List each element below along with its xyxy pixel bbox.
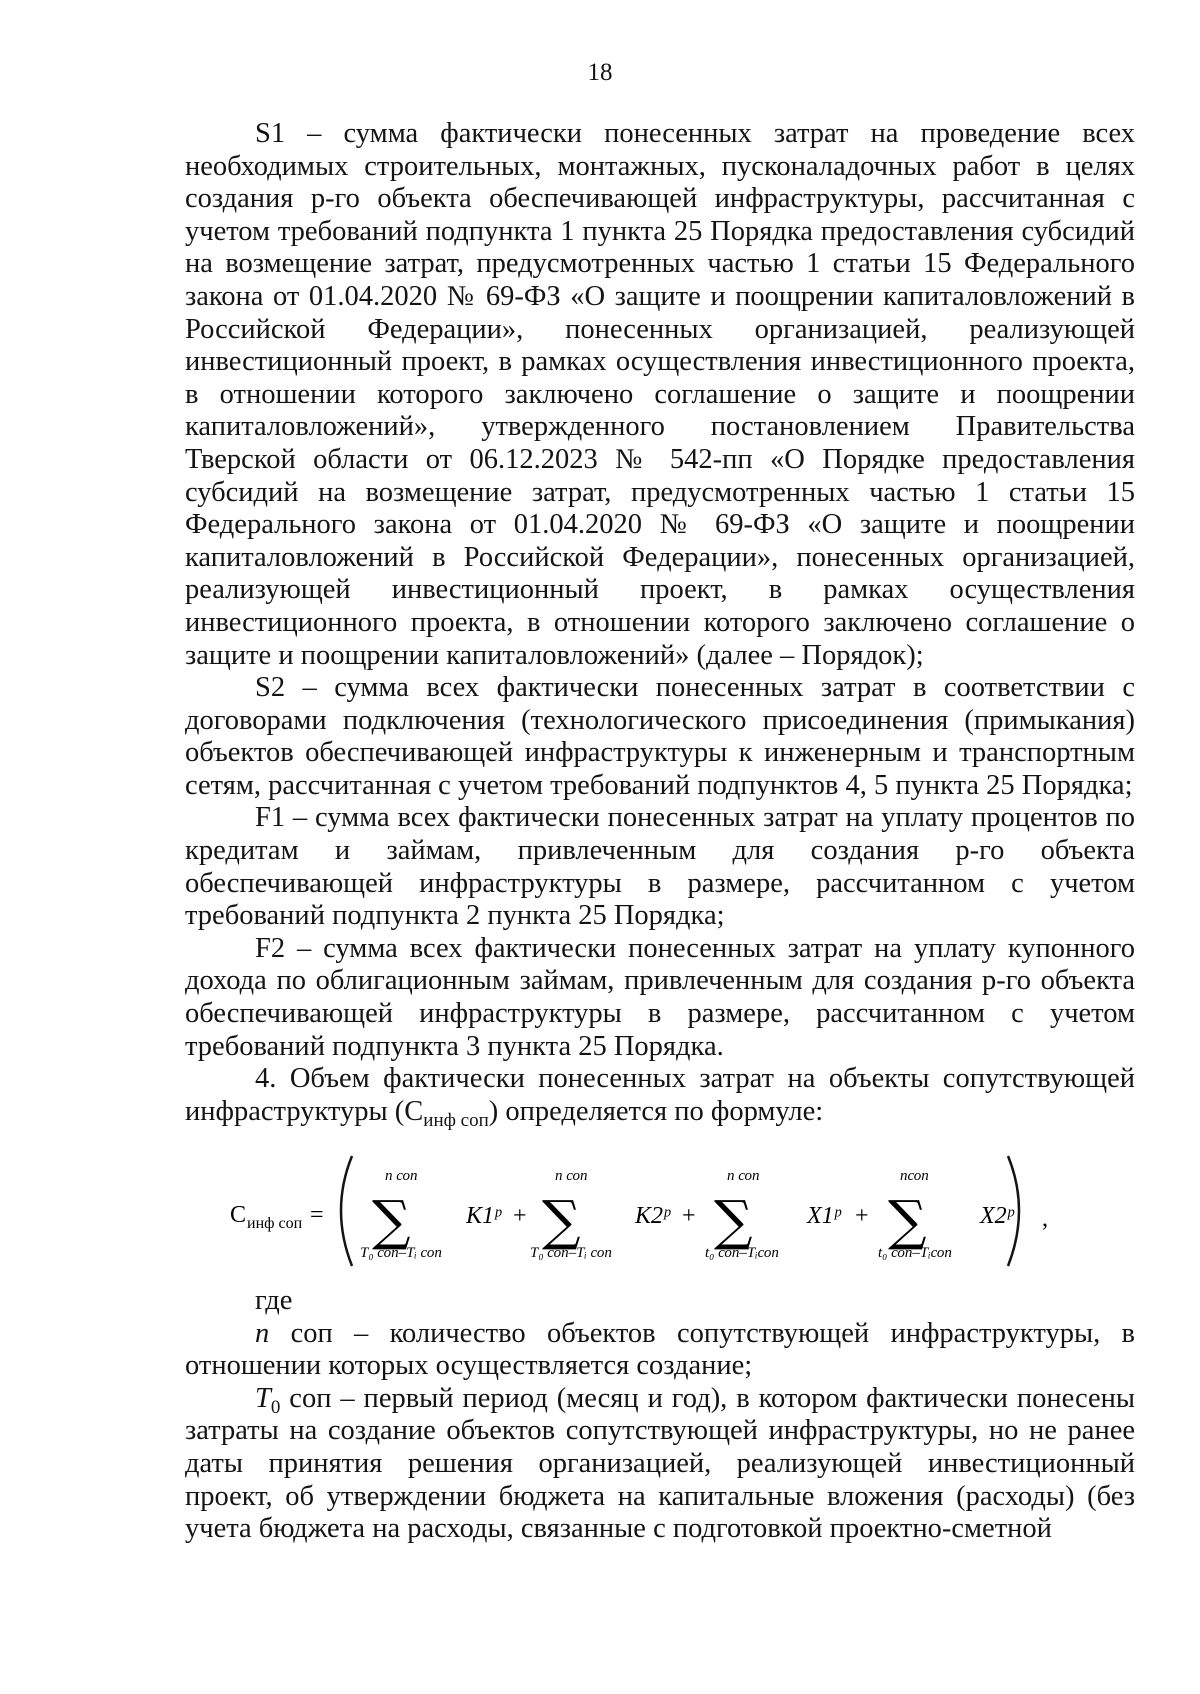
formula-plus: + — [682, 1203, 696, 1229]
sum-upper-limit: n соп — [555, 1168, 588, 1184]
cost-formula — [230, 1152, 1100, 1272]
sum-term: K1ᵖ — [466, 1203, 501, 1229]
sum-upper-limit: n соп — [385, 1168, 418, 1184]
formula-term-2 — [530, 1168, 671, 1261]
sigma-icon: ∑ — [372, 1189, 411, 1252]
formula-trailing-comma: , — [1042, 1206, 1048, 1232]
formula-term-1 — [360, 1168, 502, 1261]
paragraph-item-4-end: ) определяется по формуле: — [488, 1095, 824, 1127]
sigma-icon: ∑ — [888, 1189, 927, 1252]
definition-n-sop-text: соп – количество объектов сопутствующей инфраструктуры, в отношении которых осуществляется создание; — [185, 1317, 1135, 1382]
sum-lower-limit: t₀ соп–Tᵢсоп — [705, 1245, 779, 1261]
body-text-top — [185, 118, 1135, 1131]
sum-term: X2ᵖ — [980, 1203, 1014, 1229]
sum-upper-limit: n соп — [727, 1168, 760, 1184]
formula-lhs: С — [230, 1202, 247, 1228]
body-text-bottom — [185, 1285, 1135, 1546]
sum-term: K2ᵖ — [635, 1203, 670, 1229]
paragraph-item-4-subscript: инф соп — [423, 1109, 489, 1131]
paragraph-s1: S1 – сумма фактически понесенных затрат на проведение всех необходимых строительных, монтажных, пусконаладочных работ в целях создания p-го объекта обеспечивающей инфраструктуры, рассчитанная с учетом требований подпункта 1 пункта 25 Порядка предоставления субсидий на возмещение затрат, предусмотренных частью 1 статьи 15 Федерального закона от 01.04.2020 № 69-ФЗ «О защите и поощрении капиталовложений в Российской Федерации», понесенных организацией, реализующей инвестиционный проект, в рамках осуществления инвестиционного проекта, в отношении которого заключено соглашение о защите и поощрении капиталовложений», утвержденного постановлением Правительства Тверской области от 06.12.2023 № 542-пп «О Порядке предоставления субсидий на возмещение затрат, предусмотренных частью 1 статьи 15 Федерального закона от 01.04.2020 № 69-ФЗ «О защите и поощрении капиталовложений в Российской Федерации», понесенных организацией, реализующей инвестиционный проект, в рамках осуществления инвестиционного проекта, в отношении которого заключено соглашение о защите и поощрении капиталовложений» (далее – Порядок); — [185, 118, 1135, 671]
formula-equals: = — [310, 1202, 324, 1228]
paragraph-item-4-start: 4. Объем фактически понесенных затрат на объекты сопутствующей инфраструктуры (С — [185, 1063, 1135, 1127]
paragraph-item-4 — [185, 1063, 1135, 1131]
where-label: где — [255, 1285, 293, 1316]
sum-lower-limit: T₀ соп–Tᵢ соп — [360, 1245, 442, 1261]
definition-t0-sop — [185, 1383, 1135, 1546]
sigma-icon: ∑ — [714, 1189, 753, 1252]
formula-svg — [230, 1152, 1100, 1272]
definition-n-sop — [185, 1318, 1135, 1383]
formula-term-3 — [705, 1168, 842, 1261]
page-number: 18 — [587, 59, 613, 86]
formula-plus: + — [855, 1203, 869, 1229]
sigma-icon: ∑ — [542, 1189, 581, 1252]
definition-t0-sop-text: соп – первый период (месяц и год), в котором фактически понесены затраты на создание объектов сопутствующей инфраструктуры, но не ранее даты принятия решения организацией, реализующей инвестиционный проект, об утверждении бюджета на капитальные вложения (расходы) (без учета бюджета на расходы, связанные с подготовкой проектно-сметной — [185, 1382, 1135, 1545]
sum-lower-limit: t₀ соп–Tᵢсоп — [878, 1245, 952, 1261]
var-t-subscript: 0 — [270, 1396, 281, 1418]
var-t: T — [255, 1382, 271, 1414]
formula-left-paren — [341, 1156, 352, 1266]
paragraph-f1: F1 – сумма всех фактически понесенных затрат на уплату процентов по кредитам и займам, привлеченным для создания p-го объекта обеспечивающей инфраструктуры в размере, рассчитанном с учетом требований подпункта 2 пункта 25 Порядка; — [185, 802, 1135, 932]
var-n: n — [255, 1317, 270, 1349]
formula-lhs-subscript: инф соп — [247, 1215, 303, 1232]
sum-upper-limit: nсоп — [900, 1168, 929, 1184]
paragraph-f2: F2 – сумма всех фактически понесенных затрат на уплату купонного дохода по облигационным займам, привлеченным для создания p-го объекта обеспечивающей инфраструктуры в размере, рассчитанном с учетом требований подпункта 3 пункта 25 Порядка. — [185, 932, 1135, 1062]
paragraph-s2: S2 – сумма всех фактически понесенных затрат в соответствии с договорами подключения (технологического присоединения (примыкания) объектов обеспечивающей инфраструктуры к инженерным и транспортным сетям, рассчитанная с учетом требований подпунктов 4, 5 пункта 25 Порядка; — [185, 672, 1135, 801]
formula-term-4 — [878, 1168, 1015, 1261]
sum-lower-limit: T₀ соп–Tᵢ соп — [530, 1245, 612, 1261]
formula-plus: + — [513, 1203, 527, 1229]
sum-term: X1ᵖ — [807, 1203, 841, 1229]
